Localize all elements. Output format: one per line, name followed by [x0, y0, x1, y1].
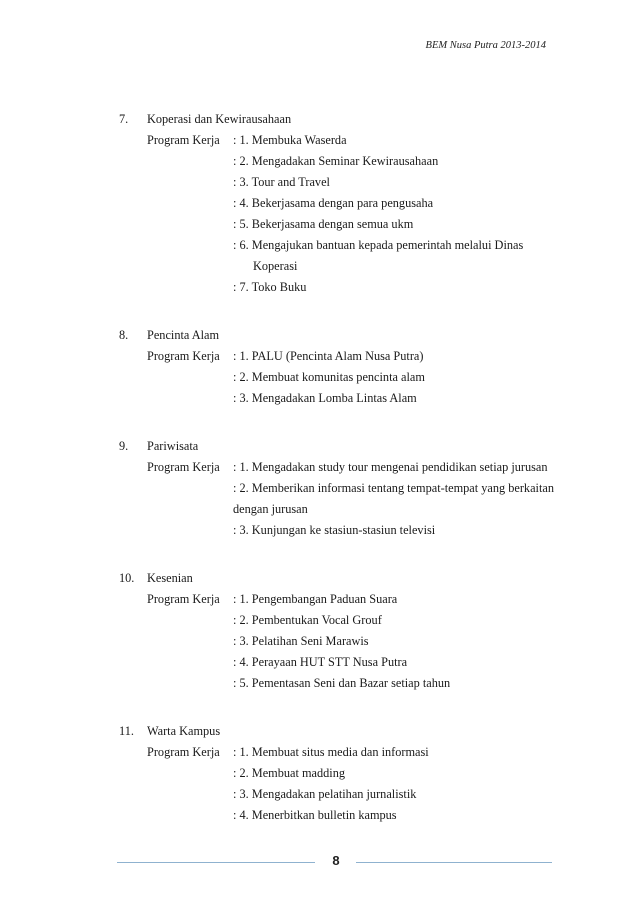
program-item: : 3. Kunjungan ke stasiun-stasiun televisi — [233, 523, 436, 537]
program-item: : 2. Pembentukan Vocal Grouf — [233, 613, 382, 627]
program-row — [119, 172, 559, 193]
program-item: : 3. Tour and Travel — [233, 175, 330, 189]
program-item: : 2. Membuat madding — [233, 766, 346, 780]
program-item: : 2. Mengadakan Seminar Kewirausahaan — [233, 154, 439, 168]
section-heading — [119, 109, 559, 130]
program-item: : 3. Pelatihan Seni Marawis — [233, 634, 369, 648]
section-heading — [119, 721, 559, 742]
footer-divider-left — [117, 862, 315, 863]
program-row — [119, 784, 559, 805]
program-item: : 1. PALU (Pencinta Alam Nusa Putra) — [233, 349, 424, 363]
program-item: : 2. Membuat komunitas pencinta alam — [233, 370, 425, 384]
program-row — [119, 478, 559, 499]
program-item: : 5. Bekerjasama dengan semua ukm — [233, 217, 414, 231]
program-item: : 4. Perayaan HUT STT Nusa Putra — [233, 655, 408, 669]
program-item: : 1. Membuka Waserda — [233, 133, 347, 147]
section-kesenian — [119, 568, 559, 694]
program-row — [119, 520, 559, 541]
program-row — [119, 610, 559, 631]
program-label: Program Kerja — [147, 745, 220, 759]
program-label: Program Kerja — [147, 349, 220, 363]
section-title: Koperasi dan Kewirausahaan — [147, 112, 292, 126]
program-item: : 3. Mengadakan Lomba Lintas Alam — [233, 391, 417, 405]
program-row — [119, 652, 559, 673]
program-row — [119, 367, 559, 388]
program-item: : 4. Bekerjasama dengan para pengusaha — [233, 196, 434, 210]
program-row — [119, 589, 559, 610]
program-row — [119, 130, 559, 151]
section-heading — [119, 436, 559, 457]
program-item-continuation: dengan jurusan — [233, 502, 308, 516]
program-row — [119, 346, 559, 367]
section-heading — [119, 568, 559, 589]
section-pencinta-alam — [119, 325, 559, 409]
program-row — [119, 742, 559, 763]
program-row — [119, 631, 559, 652]
program-item: : 1. Mengadakan study tour mengenai pendidikan setiap jurusan — [233, 460, 548, 474]
program-row — [119, 235, 559, 256]
section-pariwisata — [119, 436, 559, 541]
page-number: 8 — [332, 853, 340, 868]
section-heading — [119, 325, 559, 346]
section-title: Warta Kampus — [147, 724, 221, 738]
section-koperasi — [119, 109, 559, 298]
program-row-continuation — [119, 256, 559, 277]
section-number: 8. — [119, 328, 129, 342]
program-row — [119, 805, 559, 826]
program-label: Program Kerja — [147, 133, 220, 147]
program-item: : 1. Membuat situs media dan informasi — [233, 745, 429, 759]
document-body — [119, 109, 559, 853]
program-item: : 5. Pementasan Seni dan Bazar setiap tahun — [233, 676, 451, 690]
section-number: 7. — [119, 112, 129, 126]
program-item: : 1. Pengembangan Paduan Suara — [233, 592, 398, 606]
program-row — [119, 388, 559, 409]
program-row — [119, 457, 559, 478]
footer-divider-right — [356, 862, 552, 863]
program-item: : 3. Mengadakan pelatihan jurnalistik — [233, 787, 417, 801]
program-row-continuation — [119, 499, 559, 520]
program-row — [119, 673, 559, 694]
program-item-continuation: Koperasi — [253, 259, 298, 273]
program-label: Program Kerja — [147, 592, 220, 606]
section-number: 9. — [119, 439, 129, 453]
program-row — [119, 277, 559, 298]
program-label: Program Kerja — [147, 460, 220, 474]
section-number: 11. — [119, 724, 134, 738]
program-item: : 2. Memberikan informasi tentang tempat-tempat yang berkaitan — [233, 481, 554, 495]
section-title: Pariwisata — [147, 439, 199, 453]
program-row — [119, 193, 559, 214]
program-row — [119, 214, 559, 235]
program-item: : 6. Mengajukan bantuan kepada pemerintah melalui Dinas — [233, 238, 524, 252]
program-row — [119, 763, 559, 784]
running-header: BEM Nusa Putra 2013-2014 — [425, 40, 546, 51]
section-warta-kampus — [119, 721, 559, 826]
program-item: : 4. Menerbitkan bulletin kampus — [233, 808, 397, 822]
program-row — [119, 151, 559, 172]
section-number: 10. — [119, 571, 135, 585]
section-title: Kesenian — [147, 571, 193, 585]
program-item: : 7. Toko Buku — [233, 280, 307, 294]
section-title: Pencinta Alam — [147, 328, 220, 342]
